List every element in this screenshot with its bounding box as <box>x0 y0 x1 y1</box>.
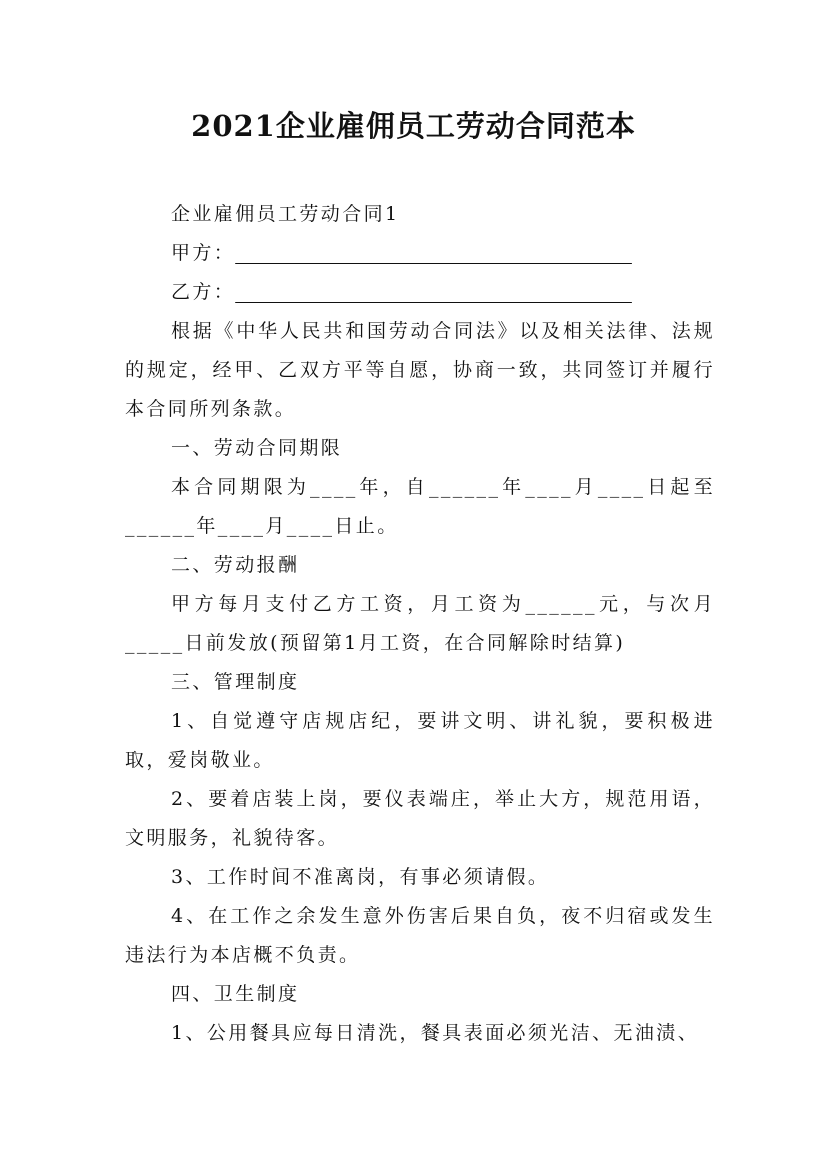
intro-paragraph: 根据《中华人民共和国劳动合同法》以及相关法律、法规的规定，经甲、乙双方平等自愿，协商一致，共同签订并履行本合同所列条款。 <box>125 320 715 420</box>
contract-subtitle: 企业雇佣员工劳动合同1 <box>171 203 400 225</box>
document-body <box>125 195 715 1053</box>
section-4-item-1: 1、公用餐具应每日清洗，餐具表面必须光洁、无油渍、 <box>171 1022 700 1044</box>
section-4-heading: 四、卫生制度 <box>171 983 300 1005</box>
section-1-heading: 一、劳动合同期限 <box>171 437 343 459</box>
section-3-item-1: 1、自觉遵守店规店纪，要讲文明、讲礼貌，要积极进取，爱岗敬业。 <box>125 710 715 771</box>
party-a-label: 甲方： <box>171 242 236 264</box>
party-b-label: 乙方： <box>171 281 236 303</box>
party-b-blank <box>235 281 632 303</box>
section-1-text: 本合同期限为____年，自______年____月____日起至______年____月____日止。 <box>125 476 715 537</box>
section-3-heading: 三、管理制度 <box>171 671 300 693</box>
party-b-line <box>125 273 715 312</box>
party-a-line <box>125 234 715 273</box>
document-title: 2021企业雇佣员工劳动合同范本 <box>191 109 636 143</box>
section-3-item-2: 2、要着店装上岗，要仪表端庄，举止大方，规范用语，文明服务，礼貌待客。 <box>125 788 715 849</box>
party-a-blank <box>235 242 632 264</box>
section-2-heading: 二、劳动报酬 <box>171 554 300 576</box>
section-3-item-3: 3、工作时间不准离岗，有事必须请假。 <box>171 866 550 888</box>
section-3-item-4: 4、在工作之余发生意外伤害后果自负，夜不归宿或发生违法行为本店概不负责。 <box>125 905 715 966</box>
section-2-text: 甲方每月支付乙方工资，月工资为______元，与次月_____日前发放(预留第1月工资，在合同解除时结算) <box>125 593 715 654</box>
